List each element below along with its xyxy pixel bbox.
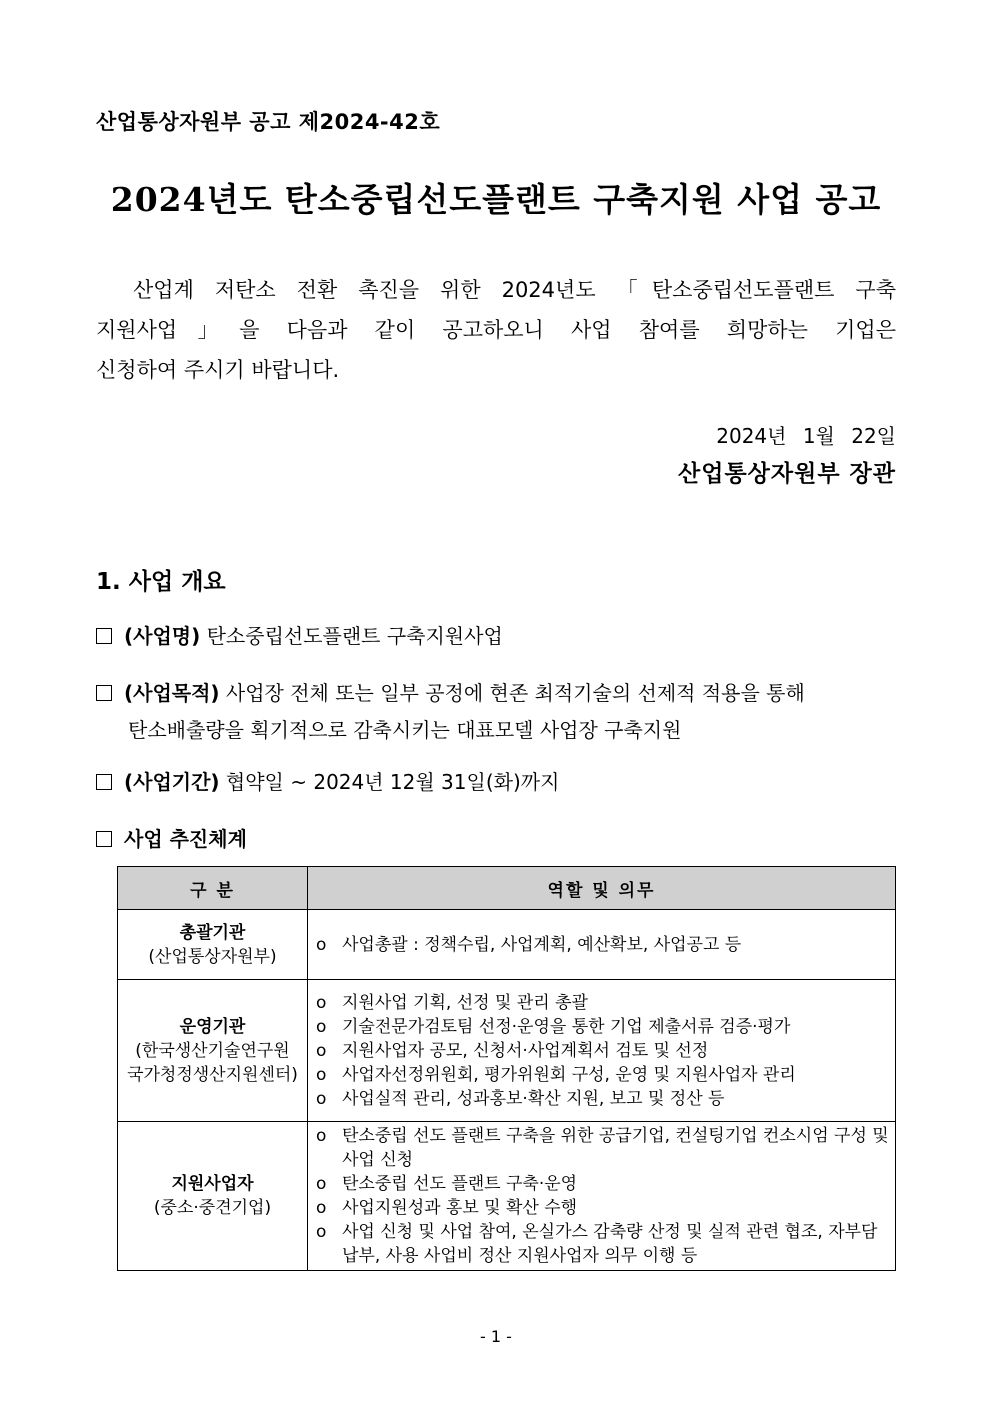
role-text: 지원사업 기획, 선정 및 관리 총괄 <box>342 992 588 1013</box>
list-item <box>96 618 896 655</box>
category-cell <box>118 980 308 1122</box>
category-sub: (한국생산기술연구원 <box>135 1040 290 1061</box>
item-text: 탄소중립선도플랜트 구축지원사업 <box>206 624 503 648</box>
org-table <box>117 866 896 1271</box>
role-text: 사업총괄 : 정책수립, 사업계획, 예산확보, 사업공고 등 <box>342 934 742 955</box>
role-item <box>316 991 889 1015</box>
item-label: 사업 추진체계 <box>124 827 247 851</box>
roles-cell <box>308 980 896 1122</box>
announcement-date: 2024년 1월 22일 <box>716 424 896 448</box>
role-text: 사업 신청 및 사업 참여, 온실가스 감축량 산정 및 실적 관련 협조, 자부담 납부, 사용 사업비 정산 지원사업자 의무 이행 등 <box>342 1222 878 1266</box>
page-title: 2024년도 탄소중립선도플랜트 구축지원 사업 공고 <box>110 180 882 219</box>
bullet-circle-icon: o <box>316 1198 327 1218</box>
checkbox-square-icon <box>96 628 112 644</box>
role-text: 기술전문가검토팀 선정·운영을 통한 기업 제출서류 검증·평가 <box>342 1016 791 1037</box>
role-item <box>316 1087 889 1111</box>
role-text: 지원사업자 공모, 신청서·사업계획서 검토 및 선정 <box>342 1040 709 1061</box>
bullet-circle-icon: o <box>316 1174 327 1194</box>
role-item <box>316 1063 889 1087</box>
role-text: 사업지원성과 홍보 및 확산 수행 <box>342 1198 578 1218</box>
intro-line: 신청하여 주시기 바랍니다. <box>96 358 340 382</box>
table-row <box>118 910 896 980</box>
item-label: (사업목적) <box>124 681 220 705</box>
signer: 산업통상자원부 장관 <box>678 461 896 487</box>
list-item <box>96 764 896 801</box>
category-sub: (산업통상자원부) <box>148 946 277 967</box>
intro-line: 지원사업」을 다음과 같이 공고하오니 사업 참여를 희망하는 기업은 <box>96 318 896 342</box>
item-text-continued: 탄소배출량을 획기적으로 감축시키는 대표모델 사업장 구축지원 <box>128 718 682 742</box>
bullet-circle-icon: o <box>316 1016 327 1037</box>
bullet-circle-icon: o <box>316 1126 327 1146</box>
bullet-circle-icon: o <box>316 934 327 955</box>
list-item <box>96 675 896 749</box>
intro-paragraph <box>96 270 896 390</box>
roles-cell <box>308 910 896 980</box>
category-name: 운영기관 <box>179 1016 246 1037</box>
table-header: 구 분 <box>118 867 308 910</box>
intro-line: 산업계 저탄소 전환 촉진을 위한 2024년도 「탄소중립선도플랜트 구축 <box>133 278 896 302</box>
table-header-row <box>118 867 896 910</box>
role-item <box>316 1220 889 1268</box>
checkbox-square-icon <box>96 685 112 701</box>
item-label: (사업명) <box>124 624 201 648</box>
bullet-circle-icon: o <box>316 1222 327 1242</box>
category-name: 지원사업자 <box>171 1174 254 1194</box>
page-number: - 1 - <box>480 1327 512 1346</box>
item-text: 협약일 ~ 2024년 12월 31일(화)까지 <box>225 770 560 794</box>
checkbox-square-icon <box>96 774 112 790</box>
category-sub: 국가청정생산지원센터) <box>127 1064 298 1085</box>
item-text: 사업장 전체 또는 일부 공정에 현존 최적기술의 선제적 적용을 통해 <box>225 681 805 705</box>
role-text: 탄소중립 선도 플랜트 구축을 위한 공급기업, 컨설팅기업 컨소시엄 구성 및 사업 신청 <box>342 1126 889 1170</box>
bullet-circle-icon: o <box>316 1088 327 1109</box>
role-text: 탄소중립 선도 플랜트 구축·운영 <box>342 1174 578 1194</box>
bullet-circle-icon: o <box>316 1040 327 1061</box>
role-item <box>316 933 889 957</box>
item-label: (사업기간) <box>124 770 220 794</box>
role-item <box>316 1015 889 1039</box>
role-item <box>316 1124 889 1172</box>
category-name: 총괄기관 <box>179 922 246 943</box>
role-text: 사업자선정위원회, 평가위원회 구성, 운영 및 지원사업자 관리 <box>342 1064 796 1085</box>
role-item <box>316 1172 889 1196</box>
notice-number: 산업통상자원부 공고 제2024-42호 <box>96 110 441 134</box>
category-cell <box>118 910 308 980</box>
table-row <box>118 980 896 1122</box>
list-item <box>96 821 896 858</box>
roles-cell <box>308 1122 896 1271</box>
category-cell <box>118 1122 308 1271</box>
role-text: 사업실적 관리, 성과홍보·확산 지원, 보고 및 정산 등 <box>342 1088 725 1109</box>
bullet-circle-icon: o <box>316 1064 327 1085</box>
category-sub: (중소·중견기업) <box>153 1198 272 1218</box>
checkbox-square-icon <box>96 831 112 847</box>
role-item <box>316 1196 889 1220</box>
table-row <box>118 1122 896 1271</box>
table-header: 역할 및 의무 <box>308 867 896 910</box>
role-item <box>316 1039 889 1063</box>
bullet-circle-icon: o <box>316 992 327 1013</box>
section-heading: 1. 사업 개요 <box>96 569 226 595</box>
